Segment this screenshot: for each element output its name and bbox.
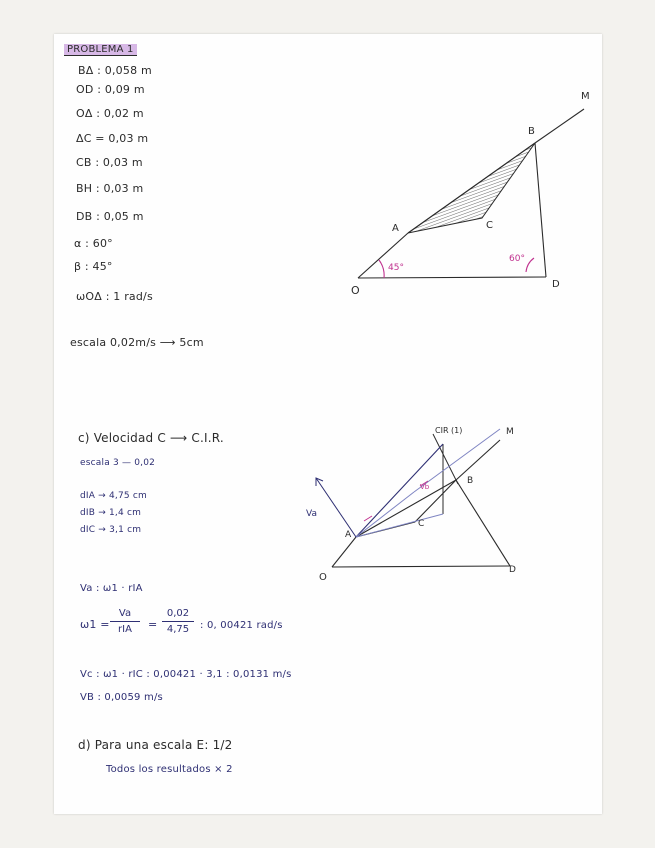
section-d-note: Todos los resultados × 2: [106, 764, 233, 775]
omega-equals: =: [148, 618, 158, 631]
given-bh: BH : 0,03 m: [76, 182, 144, 195]
fig2-label-vb: Vb: [420, 483, 430, 491]
given-od: OD : 0,09 m: [76, 83, 145, 96]
fig2-label-o: O: [319, 572, 327, 583]
fig2-link-bm: [456, 440, 500, 480]
fig2-label-va: Va: [306, 509, 317, 519]
given-ac: ΔC = 0,03 m: [76, 132, 149, 145]
fig2-link-oa: [332, 537, 356, 567]
problem-title: PROBLEMA 1: [64, 44, 137, 56]
vb-equation: VB : 0,0059 m/s: [80, 692, 163, 703]
fig2-link-db: [456, 480, 510, 566]
given-ba: BΔ : 0,058 m: [78, 64, 152, 77]
vc-equation: Vc : ω1 · rIC : 0,00421 · 3,1 : 0,0131 m/s: [80, 669, 292, 680]
omega-result: : 0, 00421 rad/s: [200, 620, 283, 631]
fig2-va-arrow: [316, 478, 356, 537]
distance-ib: dIB → 1,4 cm: [80, 508, 142, 518]
fig2-label-a: A: [345, 530, 352, 540]
linkage-figure-2: [54, 34, 602, 814]
omega-frac2-num: 0,02: [166, 608, 190, 619]
fig2-cir-line-b: [433, 434, 458, 484]
fig2-label-c: C: [418, 519, 425, 529]
notebook-page: [54, 34, 602, 814]
omega-frac1-num: Va: [118, 608, 132, 619]
section-d-heading: d) Para una escala E: 1/2: [78, 738, 233, 752]
fig1-label-b: B: [528, 126, 535, 137]
given-alpha: α : 60°: [74, 237, 113, 250]
given-omega: ωOΔ : 1 rad/s: [76, 290, 153, 303]
omega-frac1-den: rIA: [118, 624, 132, 635]
fig2-label-cir: CIR (1): [435, 426, 463, 435]
va-formula: Va : ω1 · rIA: [80, 583, 143, 594]
fig2-construct-1: [356, 492, 414, 537]
fig1-label-o: O: [351, 284, 360, 297]
angle-label-45: 45°: [388, 263, 404, 273]
fig2-magenta-tick-1: [364, 516, 372, 521]
fig2-label-m: M: [506, 427, 514, 437]
section-c-scale: escala 3 — 0,02: [80, 458, 156, 468]
fig2-ground-od: [332, 566, 510, 567]
distance-ia: dIA → 4,75 cm: [80, 491, 148, 501]
given-beta: β : 45°: [74, 260, 113, 273]
fig2-ray-ia: [356, 444, 443, 537]
fig1-label-m: M: [581, 91, 590, 102]
section-c-heading: c) Velocidad C ⟶ C.I.R.: [78, 431, 224, 445]
fig1-label-c: C: [486, 220, 493, 231]
fig2-label-b: B: [467, 476, 474, 486]
angle-label-60: 60°: [509, 254, 525, 264]
distance-ic: dIC → 3,1 cm: [80, 525, 142, 535]
fig2-link-ab: [356, 480, 456, 537]
fig2-label-d: D: [509, 565, 516, 575]
omega-lhs: ω1 =: [80, 618, 110, 631]
fig1-label-a: A: [392, 223, 399, 234]
given-cb: CB : 0,03 m: [76, 156, 143, 169]
omega-frac2-den: 4,75: [166, 624, 190, 635]
scale-note: escala 0,02m/s ⟶ 5cm: [70, 336, 204, 349]
given-oa: OΔ : 0,02 m: [76, 107, 144, 120]
given-db: DB : 0,05 m: [76, 210, 144, 223]
fig1-label-d: D: [552, 279, 560, 290]
